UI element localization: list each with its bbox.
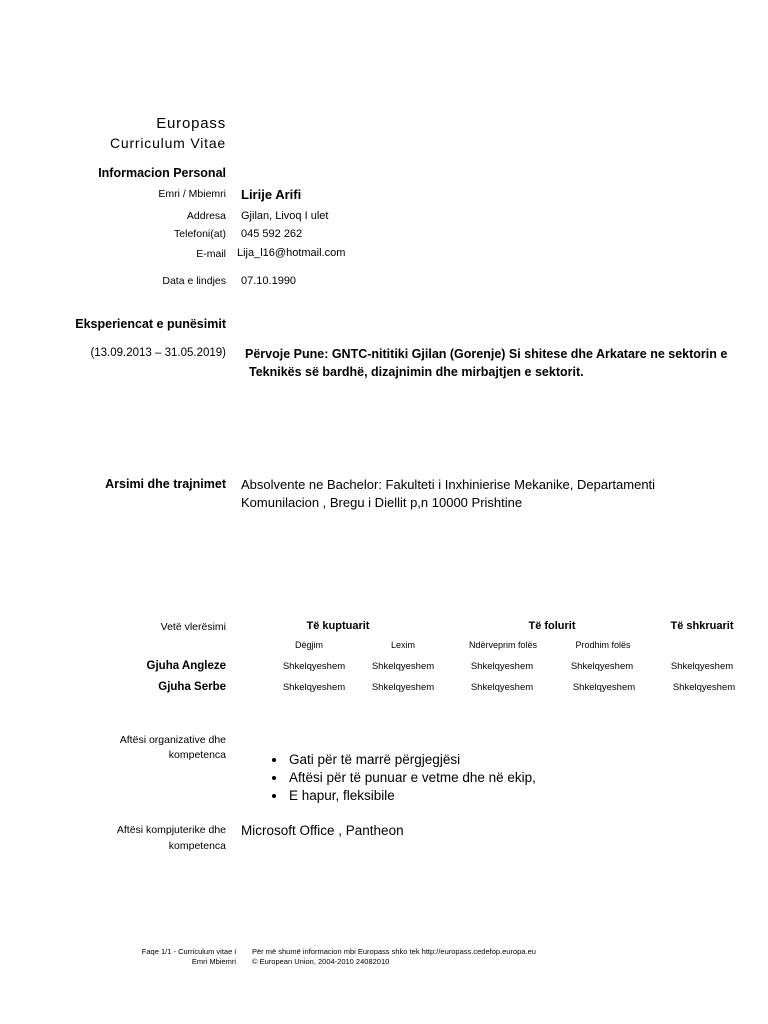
serbian-production: Shkelqyeshem [572,682,636,693]
english-reading: Shkelqyeshem [371,661,435,672]
serbian-interaction: Shkelqyeshem [470,682,534,693]
experience-line-2: Teknikës së bardhë, dizajnimin dhe mirbajtjen e sektorit. [249,365,584,379]
footer-page-info [142,947,236,967]
address-value: Gjilan, Livoq I ulet [241,210,329,222]
self-assessment-label: Vetë vlerësimi [160,621,226,633]
computer-label-line-1: Aftësi kompjuterike dhe [116,824,226,836]
footer-page-line: Faqe 1/1 - Curriculum vitae i [141,947,236,956]
spoken-interaction-subheader: Ndërveprim folës [468,640,538,650]
language-name-english: Gjuha Angleze [146,660,226,672]
email-label: E-mail [196,248,226,260]
experience-heading: Eksperiencat e punësimit [75,317,226,331]
footer-copyright-line: © European Union, 2004-2010 24082010 [252,957,390,966]
name-label: Emri / Mbiemri [158,188,226,200]
english-production: Shkelqyeshem [570,661,634,672]
footer-name-line: Emri Mbiemri [191,957,236,966]
email-value: Lija_l16@hotmail.com [237,247,346,259]
europass-title: Europass [156,115,226,132]
english-writing: Shkelqyeshem [670,661,734,672]
spoken-production-subheader: Prodhim folës [575,640,631,650]
dob-label: Data e lindjes [162,275,226,287]
computer-label-line-2: kompetenca [168,840,226,852]
understanding-heading: Të kuptuarit [306,620,370,632]
english-listening: Shkelqyeshem [282,661,346,672]
organizational-label-line-2: kompetenca [168,749,226,761]
education-line-1: Absolvente ne Bachelor: Fakulteti i Inxhinierise Mekanike, Departamenti [241,477,656,492]
listening-subheader: Dëgjim [294,640,324,650]
footer-europass-info [252,947,536,967]
organizational-label-line-1: Aftësi organizative dhe [119,734,226,746]
organizational-skill-item: • E hapur, fleksibile [287,787,536,805]
serbian-writing: Shkelqyeshem [672,682,736,693]
experience-period: (13.09.2013 – 31.05.2019) [90,347,226,359]
organizational-skill-item: • Aftësi për të punuar e vetme dhe në ekip, [287,769,536,787]
serbian-reading: Shkelqyeshem [371,682,435,693]
address-label: Addresa [186,210,226,222]
footer-info-line: Për më shumë informacion mbi Europass shko tek http://europass.cedefop.europa.eu [252,947,536,956]
cv-subtitle: Curriculum Vitae [109,135,226,151]
writing-heading: Të shkruarit [670,620,734,632]
english-interaction: Shkelqyeshem [470,661,534,672]
phone-label: Telefoni(at) [174,228,226,240]
organizational-skill-item: • Gati për të marrë përgjegjësi [287,751,536,769]
computer-skills-value: Microsoft Office , Pantheon [241,823,404,838]
experience-line-1: Përvoje Pune: GNTC-nititiki Gjilan (Gorenje) Si shitese dhe Arkatare ne sektorin e [245,347,728,361]
reading-subheader: Lexim [390,640,416,650]
speaking-heading: Të folurit [528,620,576,632]
serbian-listening: Shkelqyeshem [282,682,346,693]
dob-value: 07.10.1990 [241,275,297,287]
language-name-serbian: Gjuha Serbe [158,681,226,693]
phone-value: 045 592 262 [241,228,303,240]
organizational-skills-list [265,751,536,805]
name-value: Lirije Arifi [241,187,302,202]
education-heading: Arsimi dhe trajnimet [105,477,226,491]
personal-info-heading: Informacion Personal [98,166,226,180]
education-line-2: Komunilacion , Bregu i Diellit p,n 10000 Prishtine [241,495,523,510]
